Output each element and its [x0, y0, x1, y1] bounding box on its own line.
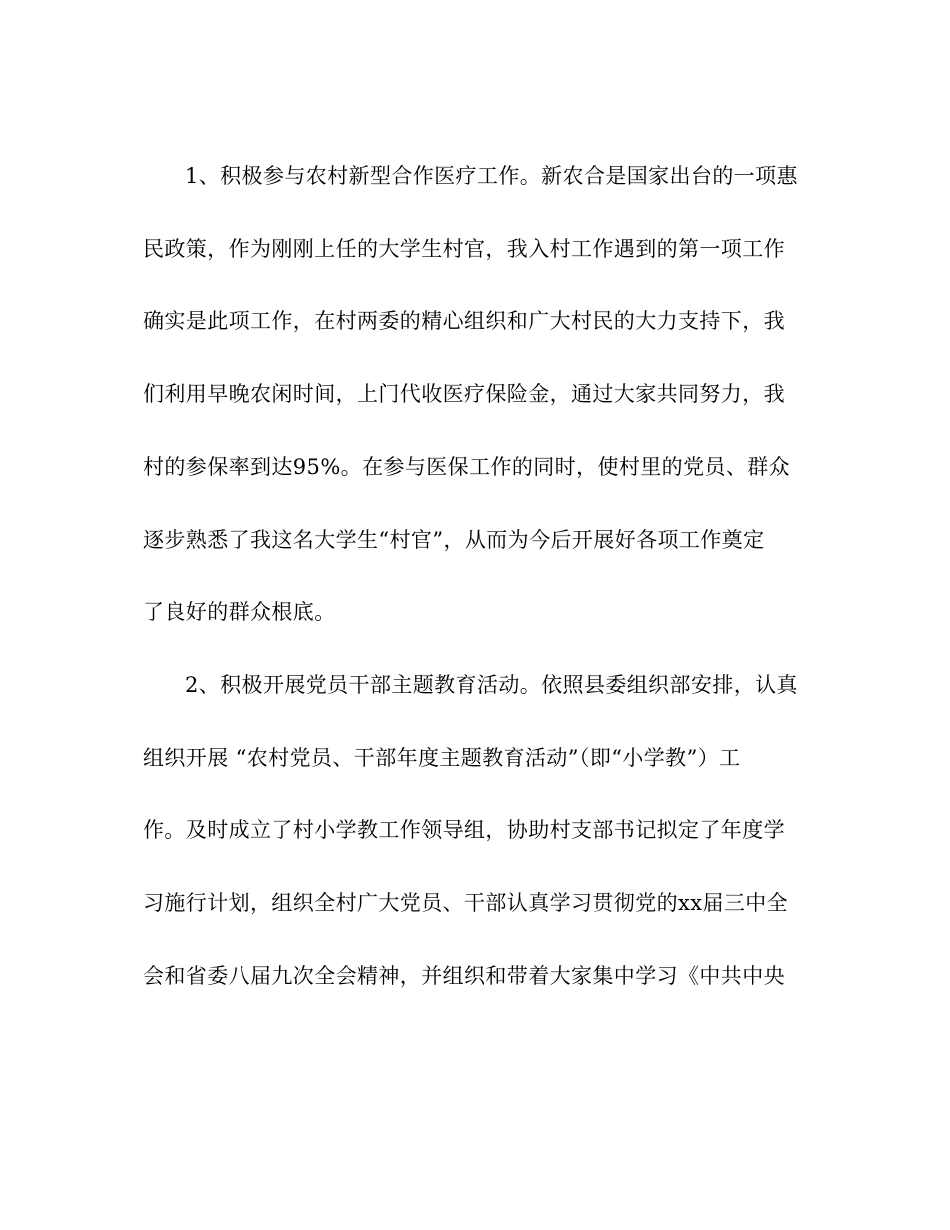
paragraph-line: 民政策，作为刚刚上任的大学生村官，我入村工作遇到的第一项工作	[143, 236, 785, 261]
paragraph-line: 逐步熟悉了我这名大学生“村官”，从而为今后开展好各项工作奠定	[143, 527, 765, 552]
paragraph-1	[143, 140, 807, 649]
paragraph-line: 们利用早晚农闲时间，上门代收医疗保险金，通过大家共同努力，我	[143, 382, 785, 407]
paragraph-line: 组织开展 “农村党员、干部年度主题教育活动”（即“小学教”）工	[143, 745, 741, 770]
paragraph-line: 了良好的群众根底。	[143, 600, 336, 625]
paragraph-line: 1、积极参与农村新型合作医疗工作。新农合是国家出台的一项惠	[185, 164, 798, 188]
paragraph-line: 村的参保率到达95%。在参与医保工作的同时，使村里的党员、群众	[143, 454, 791, 479]
paragraph-line: 作。及时成立了村小学教工作领导组，协助村支部书记拟定了年度学	[143, 818, 785, 843]
paragraph-line: 确实是此项工作，在村两委的精心组织和广大村民的大力支持下，我	[143, 309, 785, 334]
paragraph-line: 2、积极开展党员干部主题教育活动。依照县委组织部安排，认真	[185, 672, 798, 697]
paragraph-line: 习施行计划，组织全村广大党员、干部认真学习贯彻党的xx届三中全	[143, 891, 789, 916]
document-body	[143, 140, 807, 1012]
paragraph-line: 会和省委八届九次全会精神，并组织和带着大家集中学习《中共中央	[143, 963, 785, 988]
paragraph-2	[143, 649, 807, 1013]
